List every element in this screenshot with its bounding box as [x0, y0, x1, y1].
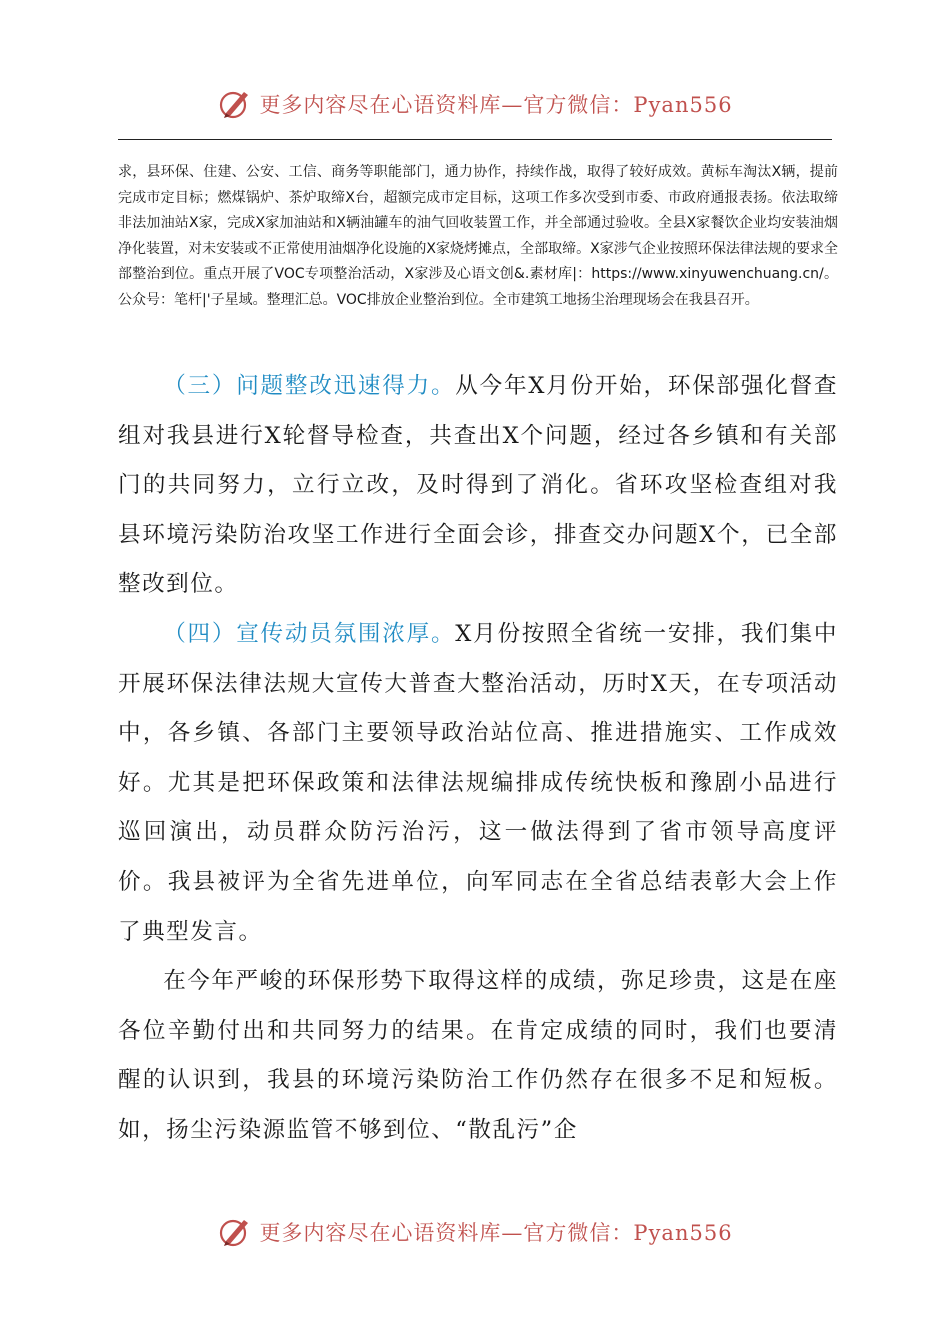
- small-paragraph: 求，县环保、住建、公安、工信、商务等职能部门，通力协作，持续作战，取得了较好成效。黄标车淘汰X辆，提前完成市定目标；燃煤锅炉、茶炉取缔X台，超额完成市定目标，这项工作多次受到市委、市政府通报表扬。依法取缔非法加油站X家，完成X家加油站和X辆油罐车的油气回收装置工作，并全部通过验收。全县X家餐饮企业均安装油烟净化装置，对未安装或不正常使用油烟净化设施的X家烧烤摊点，全部取缔。X家涉气企业按照环保法律法规的要求全部整治到位。重点开展了VOC专项整治活动，X家涉及心语文创&.素材库|：https://www.xinyuwenchuang.cn/。公众号：笔杆|'子星域。整理汇总。VOC排放企业整治到位。全市建筑工地扬尘治理现场会在我县召开。: [118, 164, 838, 308]
- section-4-paragraph: [118, 610, 838, 957]
- footer-banner: [0, 1212, 950, 1252]
- section-3-paragraph: [118, 362, 838, 610]
- header-divider: [118, 139, 832, 140]
- header-banner: [0, 84, 950, 124]
- closing-paragraph: 在今年严峻的环保形势下取得这样的成绩，弥足珍贵，这是在座各位辛勤付出和共同努力的结果。在肯定成绩的同时，我们也要清醒的认识到，我县的环境污染防治工作仍然存在很多不足和短板。如，扬尘污染源监管不够到位、“散乱污”企: [118, 968, 838, 1143]
- section-4-heading: （四）宣传动员氛围浓厚。: [163, 621, 456, 647]
- footer-banner-text: 更多内容尽在心语资料库—官方微信：Pyan556: [259, 1221, 733, 1245]
- section-4-text: X月份按照全省统一安排，我们集中开展环保法律法规大宣传大普查大整治活动，历时X天，在专项活动中，各乡镇、各部门主要领导政治站位高、推进措施实、工作成效好。尤其是把环保政策和法律法规编排成传统快板和豫剧小品进行巡回演出，动员群众防污治污，这一做法得到了省市领导高度评价。我县被评为全省先进单位，向军同志在全省总结表彰大会上作了典型发言。: [118, 621, 839, 945]
- section-3-text: 从今年X月份开始，环保部强化督查组对我县进行X轮督导检查，共查出X个问题，经过各乡镇和有关部门的共同努力，立行立改，及时得到了消化。省环攻坚检查组对我县环境污染防治攻坚工作进行全面会诊，排查交办问题X个，已全部整改到位。: [118, 373, 839, 598]
- pen-logo-icon: [217, 86, 253, 122]
- header-banner-text: 更多内容尽在心语资料库—官方微信：Pyan556: [259, 93, 733, 117]
- section-3-heading: （三）问题整改迅速得力。: [163, 373, 456, 399]
- pen-logo-icon: [217, 1214, 253, 1250]
